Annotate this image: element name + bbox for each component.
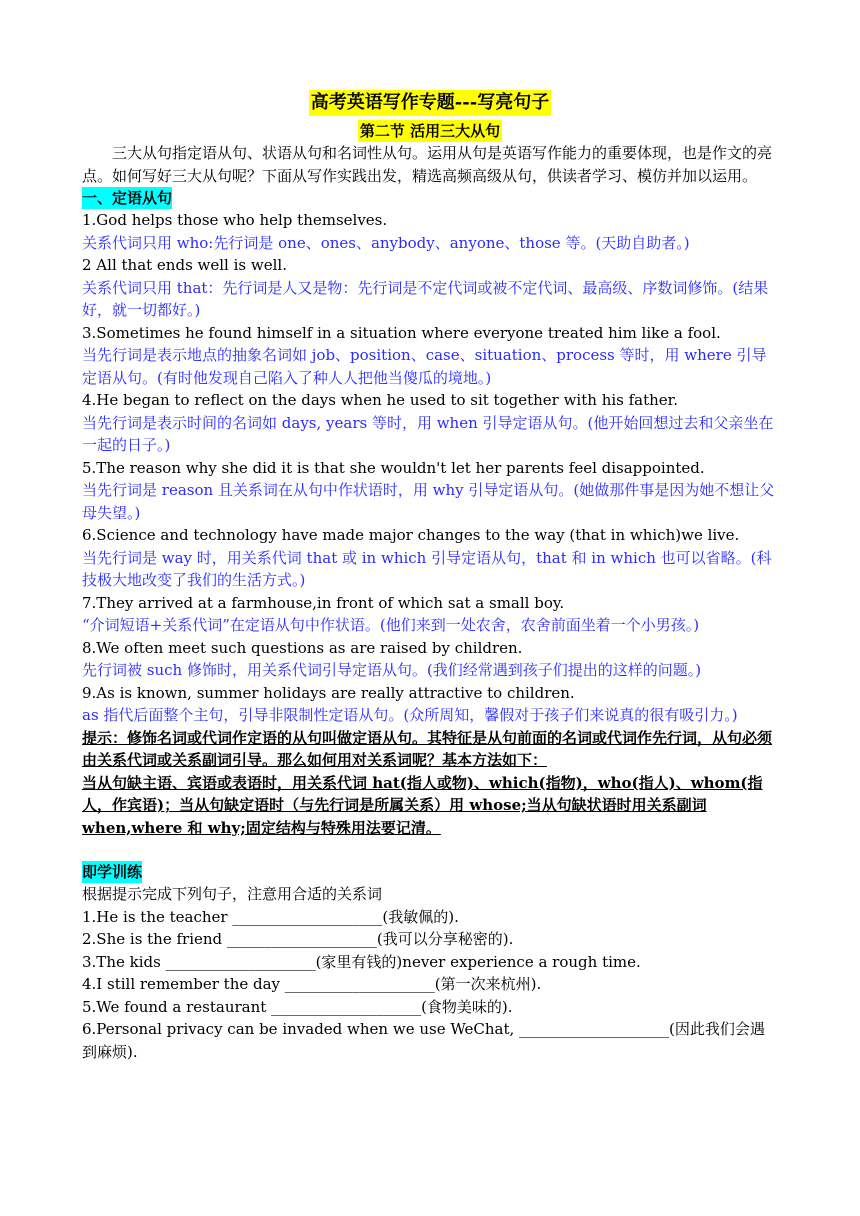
- page-title: 高考英语写作专题---写亮句子: [309, 90, 551, 116]
- practice-item: 6.Personal privacy can be invaded when we use WeChat, ____________________(因此我们会遇到麻烦).: [82, 1020, 765, 1061]
- practice-item: 1.He is the teacher ____________________(我敏佩的).: [82, 907, 459, 926]
- document-page: [82, 90, 778, 1063]
- example-explanation: 关系代词只用 that：先行词是人又是物：先行词是不定代词或被不定代词、最高级、序数词修饰。(结果好，就一切都好。): [82, 278, 769, 319]
- example-sentence: 7.They arrived at a farmhouse,in front of which sat a small boy.: [82, 593, 565, 612]
- example-sentence: 1.God helps those who help themselves.: [82, 211, 388, 229]
- example-sentence: 2 All that ends well is well.: [82, 256, 287, 274]
- practice-item: 3.The kids ____________________(家里有钱的)never experience a rough time.: [82, 952, 641, 971]
- example-explanation: as 指代后面整个主句，引导非限制性定语从句。(众所周知，馨假对于孩子们来说真的很有吸引力。): [82, 706, 738, 724]
- example-sentence: 9.As is known, summer holidays are really attractive to children.: [82, 683, 575, 702]
- section-subtitle: 第二节 活用三大从句: [359, 122, 501, 140]
- example-sentence: 4.He began to reflect on the days when he used to sit together with his father.: [82, 391, 678, 409]
- example-sentence: 3.Sometimes he found himself in a situation where everyone treated him like a fool.: [82, 323, 721, 342]
- blank-line: [82, 839, 778, 861]
- example-explanation: 关系代词只用 who:先行词是 one、ones、anybody、anyone、those 等。(天助自助者。): [82, 233, 690, 252]
- practice-item: 2.She is the friend ____________________(我可以分享秘密的).: [82, 930, 514, 948]
- example-sentence: 6.Science and technology have made major changes to the way (that in which)we live.: [82, 526, 740, 544]
- section-heading-practice: 即学训练: [82, 863, 143, 881]
- tip-paragraph: 提示：修饰名词或代词作定语的从句叫做定语从句。其特征是从句前面的名词或代词作先行词，从句必须由关系代词或关系副词引导。那么如何用对关系词呢？基本方法如下：: [82, 728, 773, 769]
- section-heading-attributive: 一、定语从句: [82, 189, 173, 207]
- example-explanation: 当先行词是表示时间的名词如 days, years 等时，用 when 引导定语从句。(他开始回想过去和父亲坐在一起的日子。): [82, 413, 774, 454]
- example-sentence: 5.The reason why she did it is that she wouldn't let her parents feel disappointed.: [82, 458, 705, 477]
- practice-item: 4.I still remember the day ____________________(第一次来杭州).: [82, 975, 542, 993]
- practice-instruction: 根据提示完成下列句子，注意用合适的关系词: [82, 885, 383, 903]
- example-explanation: 当先行词是 way 时，用关系代词 that 或 in which 引导定语从句，that 和 in which 也可以省略。(科技极大地改变了我们的生活方式。): [82, 548, 772, 589]
- practice-item: 5.We found a restaurant ____________________(食物美味的).: [82, 997, 513, 1016]
- intro-paragraph: 三大从句指定语从句、状语从句和名词性从句。运用从句是英语写作能力的重要体现，也是作文的亮点。如何写好三大从句呢？下面从写作实践出发，精选高频高级从句，供读者学习、模仿并加以运用。: [82, 144, 773, 185]
- tip-method-paragraph: 当从句缺主语、宾语或表语时，用关系代词 hat(指人或物)、which(指物)，who(指人)、whom(指人，作宾语)；当从句缺定语时（与先行词是所属关系）用 whose;当从句缺状语时用关系副词 when,where 和 why;固定结构与特殊用法要记清。: [82, 773, 763, 837]
- example-explanation: 先行词被 such 修饰时，用关系代词引导定语从句。(我们经常遇到孩子们提出的这样的问题。): [82, 661, 702, 679]
- example-explanation: “介词短语+关系代词”在定语从句中作状语。(他们来到一处农舍，农舍前面坐着一个小男孩。): [82, 616, 700, 634]
- example-sentence: 8.We often meet such questions as are raised by children.: [82, 638, 523, 657]
- example-explanation: 当先行词是 reason 且关系词在从句中作状语时，用 why 引导定语从句。(她做那件事是因为她不想让父母失望。): [82, 481, 775, 522]
- example-explanation: 当先行词是表示地点的抽象名词如 job、position、case、situation、process 等时，用 where 引导定语从句。(有时他发现自己陷入了种人人把他当傻瓜的境地。): [82, 346, 767, 387]
